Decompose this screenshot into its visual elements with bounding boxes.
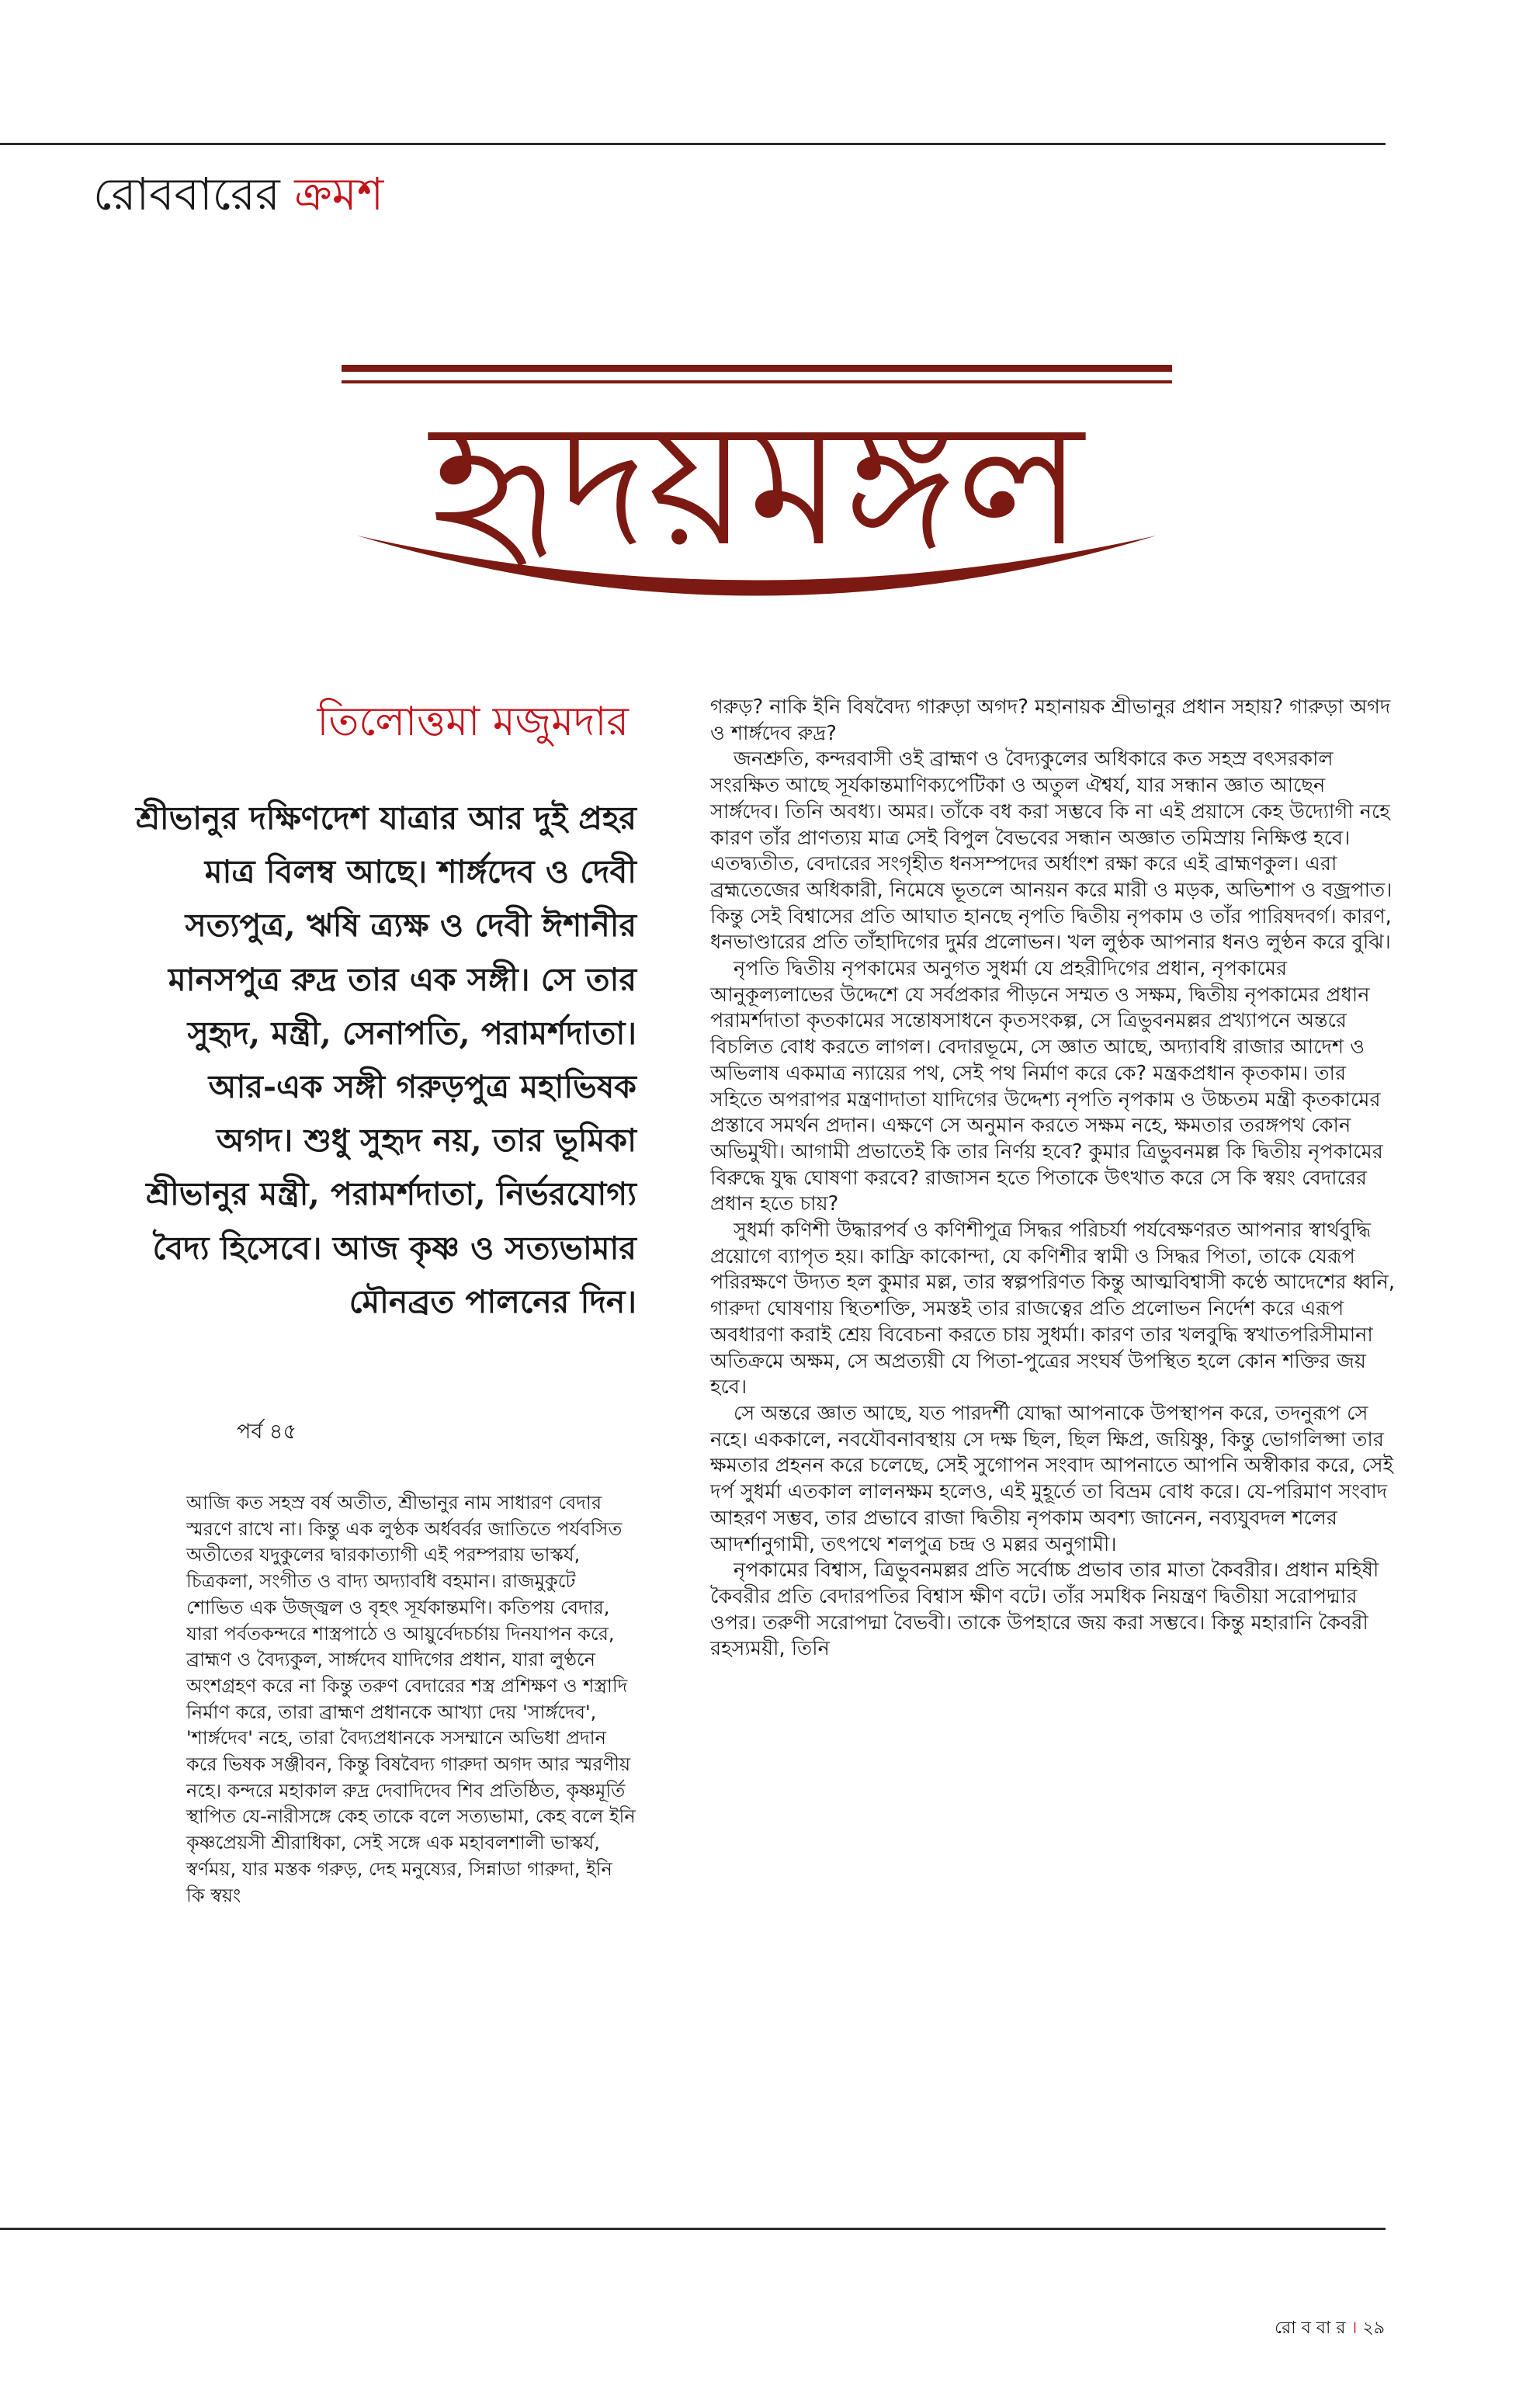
section-label bbox=[93, 159, 383, 229]
paragraph: নৃপকামের বিশ্বাস, ত্রিভুবনমল্লর প্রতি সর্বোচ্চ প্রভাব তার মাতা কৈবরীর। প্রধান মহিষী কৈবরীর প্রতি বেদারপতির বিশ্বাস ক্ষীণ বটে। তাঁর সমধিক নিয়ন্ত্রণ দ্বিতীয়া সরোপদ্মার ওপর। তরুণী সরোপদ্মা বৈভবী। তাকে উপহারে জয় করা সম্ভবে। কিন্তু মহারানি কৈবরী রহস্যময়ী, তিনি bbox=[710, 1559, 1379, 1661]
paragraph: গরুড়? নাকি ইনি বিষবৈদ্য গারুড়া অগদ? মহানায়ক শ্রীভানুর প্রধান সহায়? গারুড়া অগদ ও শার্ঙ্গদেব রুদ্র? bbox=[710, 695, 1391, 745]
folio-separator: । bbox=[1351, 2318, 1358, 2338]
masthead-top-rule-lower bbox=[342, 380, 1172, 383]
body-column-right bbox=[710, 695, 1397, 1663]
page-folio bbox=[1275, 2317, 1385, 2340]
paragraph: জনশ্রুতি, কন্দরবাসী ওই ব্রাহ্মণ ও বৈদ্যকুলের অধিকারে কত সহস্র বৎসরকাল সংরক্ষিত আছে সূর্যকান্তমাণিক্যপেটিকা ও অতুল ঐশ্বর্য, যার সন্ধান জ্ঞাত আছেন সার্ঙ্গদেব। তিনি অবধ্য। অমর। তাঁকে বধ করা সম্ভবে কি না এই প্রয়াসে কেহ উদ্যোগী নহে কারণ তাঁর প্রাণত্যয় মাত্র সেই বিপুল বৈভবের সন্ধান অজ্ঞাত তমিস্রায় নিক্ষিপ্ত হবে। এতদ্ব্যতীত, বেদারের সংগৃহীত ধনসম্পদের অর্ধাংশ রক্ষা করে এই ব্রাহ্মণকুল। এরা ব্রহ্মতেজের অধিকারী, নিমেষে ভূতলে আনয়ন করে মারী ও মড়ক, অভিশাপ ও বজ্রপাত। কিন্তু সেই বিশ্বাসের প্রতি আঘাত হানছে নৃপতি দ্বিতীয় নৃপকাম ও তাঁর পারিষদবর্গ। কারণ, ধনভাণ্ডারের প্রতি তাঁহাদিগের দুর্মর প্রলোভন। খল লুণ্ঠক আপনার ধনও লুণ্ঠন করে বুঝি। bbox=[710, 747, 1393, 955]
author-name: তিলোত্তমা মজুমদার bbox=[317, 699, 629, 745]
paragraph: সুধর্মা কণিশী উদ্ধারপর্ব ও কণিশীপুত্র সিদ্ধর পরিচর্যা পর্যবেক্ষণরত আপনার স্বার্থবুদ্ধি প্রয়োগে ব্যাপৃত হয়। কাফ্রি কাকোন্দা, যে কণিশীর স্বামী ও সিদ্ধর পিতা, তাকে যেরূপ পরিরক্ষণে উদ্যত হল কুমার মল্ল, তার স্বল্পপরিণত কিন্তু আত্মবিশ্বাসী কণ্ঠে আদেশের ধ্বনি, গারুদা ঘোষণায় স্থিতশক্তি, সমস্তই তার রাজত্বের প্রতি প্রলোভন নির্দেশ করে এরূপ অবধারণা করাই শ্রেয় বিবেচনা করতে চায় সুধর্মা। কারণ তার খলবুদ্ধি স্বখাতপরিসীমানা অতিক্রমে অক্ষম, সে অপ্রত্যয়ী যে পিতা-পুত্রের সংঘর্ষ উপস্থিত হলে কোন শক্তির জয় হবে। bbox=[710, 1219, 1396, 1399]
bottom-rule bbox=[0, 2228, 1386, 2230]
masthead-logo bbox=[326, 349, 1188, 613]
magazine-name: রো ব বা র bbox=[1275, 2318, 1346, 2338]
masthead-top-rule-upper bbox=[342, 365, 1172, 372]
paragraph: সে অন্তরে জ্ঞাত আছে, যত পারদর্শী যোদ্ধা আপনাকে উপস্থাপন করে, তদনুরূপ সে নহে। এককালে, নবযৌবনাবস্থায় সে দক্ষ ছিল, ছিল ক্ষিপ্র, জয়িষ্ণু, কিন্তু ভোগলিপ্সা তার ক্ষমতার প্রহনন করে চলেছে, সেই সুগোপন সংবাদ আপনাতে আপনি অস্বীকার করে, সেই দর্প সুধর্মা এতকাল লালনক্ষম হলেও, এই মুহূর্তে তা বিভ্রম বোধ করে। যে-পরিমাণ সংবাদ আহরণ সম্ভব, তার প্রভাবে রাজা দ্বিতীয় নৃপকাম অবশ্য জানেন, নব্যযুবদল শলের আদর্শানুগামী, তৎপথে শলপুত্র চন্দ্র ও মল্লর অনুগামী। bbox=[710, 1401, 1393, 1556]
body-column-left: আজি কত সহস্র বর্ষ অতীত, শ্রীভানুর নাম সাধারণ বেদার স্মরণে রাখে না। কিন্তু এক লুণ্ঠক অর্ধবর্বর জাতিতে পর্যবসিত অতীতের যদুকুলের দ্বারকাত্যাগী এই পরম্পরায় ভাস্কর্য, চিত্রকলা, সংগীত ও বাদ্য অদ্যাবধি বহমান। রাজমুকুটে শোভিত এক উজ্জ্বল ও বৃহৎ সূর্যকান্তমণি। কতিপয় বেদার, যারা পর্বতকন্দরে শাস্ত্রপাঠে ও আয়ুর্বেদচর্চায় দিনযাপন করে, ব্রাহ্মণ ও বৈদ্যকুল, সার্ঙ্গদেব যাদিগের প্রধান, যারা লুণ্ঠনে অংশগ্রহণ করে না কিন্তু তরুণ বেদারের শস্ত্র প্রশিক্ষণ ও শস্ত্রাদি নির্মাণ করে, তারা ব্রাহ্মণ প্রধানকে আখ্যা দেয় 'সার্ঙ্গদেব', 'শার্ঙ্গদেব' নহে, তারা বৈদ্যপ্রধানকে সসম্মানে অভিধা প্রদান করে ভিষক সঞ্জীবন, কিন্তু বিষবৈদ্য গারুদা অগদ আর স্মরণীয় নহে। কন্দরে মহাকাল রুদ্র দেবাদিদেব শিব প্রতিষ্ঠিত, কৃষ্ণমূর্তি স্থাপিত যে-নারীসঙ্গে কেহ তাকে বলে সত্যভামা, কেহ বলে ইনি কৃষ্ণপ্রেয়সী শ্রীরাধিকা, সেই সঙ্গে এক মহাবলশালী ভাস্কর্য, স্বর্ণময়, যার মস্তক গরুড়, দেহ মনুষ্যের, সিন্নাডা গারুদা, ইনি কি স্বয়ং bbox=[186, 1492, 636, 1906]
intro-standfirst: শ্রীভানুর দক্ষিণদেশ যাত্রার আর দুই প্রহর মাত্র বিলম্ব আছে। শার্ঙ্গদেব ও দেবী সত্যপুত্র, ঋষি ত্র্যক্ষ ও দেবী ঈশানীর মানসপুত্র রুদ্র তার এক সঙ্গী। সে তার সুহৃদ, মন্ত্রী, সেনাপতি, পরামর্শদাতা। আর-এক সঙ্গী গরুড়পুত্র মহাভিষক অগদ। শুধু সুহৃদ নয়, তার ভূমিকা শ্রীভানুর মন্ত্রী, পরামর্শদাতা, নির্ভরযোগ্য বৈদ্য হিসেবে। আজ কৃষ্ণ ও সত্যভামার মৌনব্রত পালনের দিন। bbox=[135, 799, 636, 1320]
episode-label: পর্ব ৪৫ bbox=[237, 1420, 297, 1444]
section-label-prefix: রোববারের bbox=[93, 168, 280, 220]
paragraph: নৃপতি দ্বিতীয় নৃপকামের অনুগত সুধর্মা যে প্রহরীদিগের প্রধান, নৃপকামের আনুকূল্যলাভের উদ্দেশে যে সর্বপ্রকার পীড়নে সম্মত ও সক্ষম, দ্বিতীয় নৃপকামের প্রধান পরামর্শদাতা কৃতকামের সন্তোষসাধনে কৃতসংকল্প, সে ত্রিভুবনমল্লর প্রখ্যাপনে অন্তরে বিচলিত বোধ করতে লাগল। বেদারভূমে, সে জ্ঞাত আছে, অদ্যাবধি রাজার আদেশ ও অভিলাষ একমাত্র ন্যায়ের পথ, সেই পথ নির্মাণ করে কে? মন্ত্রকপ্রধান কৃতকাম। তার সহিতে অপরাপর মন্ত্রণাদাতা যাদিগের উদ্দেশ্য নৃপতি নৃপকাম ও উচ্চতম মন্ত্রী কৃতকামের প্রস্তাবে সমর্থন প্রদান। এক্ষণে সে অনুমান করতে সক্ষম নহে, ক্ষমতার তরঙ্গপথ কোন অভিমুখী। আগামী প্রভাতেই কি তার নির্ণয় হবে? কুমার ত্রিভুবনমল্ল কি দ্বিতীয় নৃপকামের বিরুদ্ধে যুদ্ধ ঘোষণা করবে? রাজাসন হতে পিতাকে উৎখাত করে সে কি স্বয়ং বেদারের প্রধান হতে চায়? bbox=[710, 957, 1383, 1216]
top-rule bbox=[0, 143, 1386, 145]
masthead-title: হৃদয়মঙ্গল bbox=[430, 385, 1084, 584]
page-number: ২৯ bbox=[1362, 2318, 1385, 2338]
section-label-suffix: ক্রমশ bbox=[294, 168, 384, 220]
